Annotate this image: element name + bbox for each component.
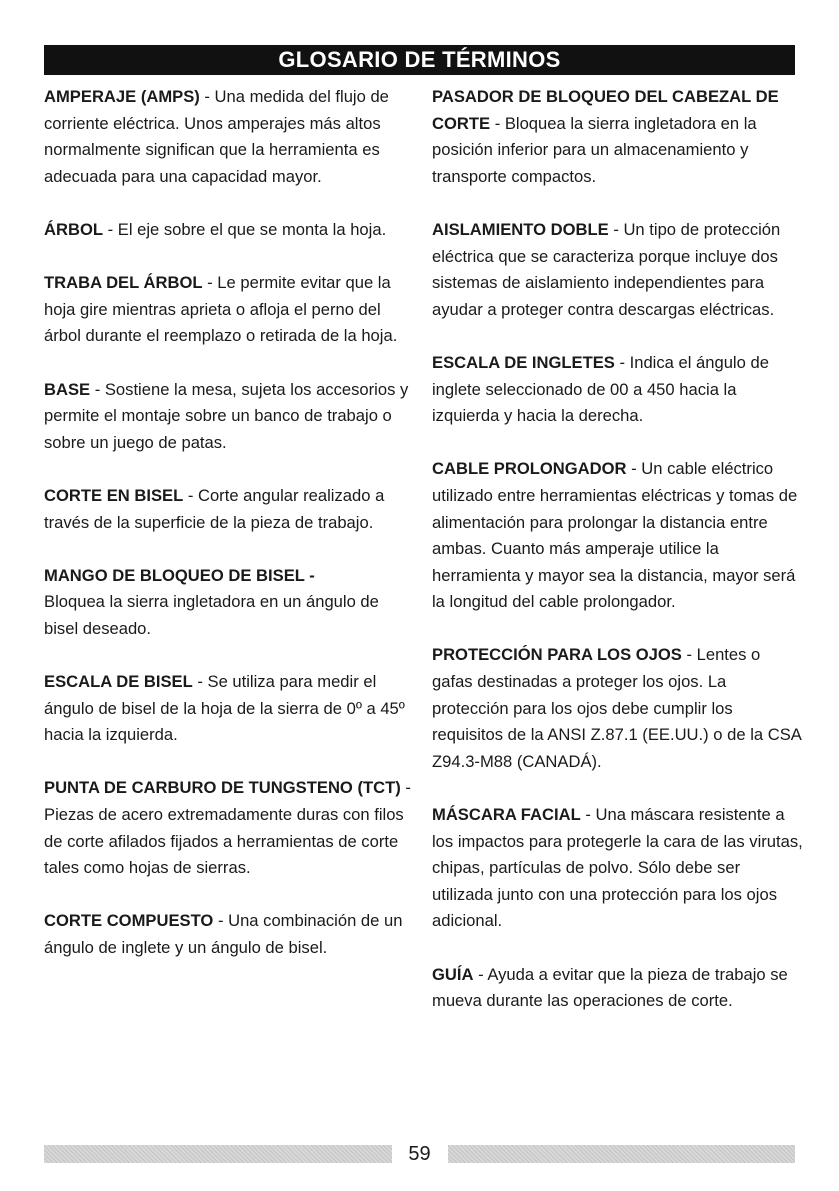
glossary-entry-escala-de-bisel xyxy=(44,669,416,749)
glossary-right-column xyxy=(432,84,804,1041)
glossary-term: PASADOR DE BLOQUEO DEL CABEZAL DE CORTE xyxy=(432,87,779,133)
glossary-term: CORTE EN BISEL xyxy=(44,485,184,505)
glossary-definition: - Bloquea la sierra ingletadora en la posición inferior para un almacenamiento y transporte compactos. xyxy=(432,113,757,186)
glossary-term: TRABA DEL ÁRBOL xyxy=(44,273,203,293)
glossary-entry-tct xyxy=(44,775,416,881)
footer-decorative-bar-right xyxy=(448,1145,796,1163)
glossary-definition: - Indica el ángulo de inglete seleccionado de 00 a 450 hacia la izquierda y hacia la derecha. xyxy=(432,352,769,426)
glossary-definition: - Ayuda a evitar que la pieza de trabajo se mueva durante las operaciones de corte. xyxy=(432,964,788,1011)
glossary-entry-escala-de-ingletes xyxy=(432,350,804,430)
footer-decorative-bar-left xyxy=(44,1145,392,1163)
glossary-entry-aislamiento-doble xyxy=(432,217,804,323)
page-title: GLOSARIO DE TÉRMINOS xyxy=(44,45,795,75)
glossary-definition: - Una medida del flujo de corriente eléctrica. Unos amperajes más altos normalmente significan que la herramienta es adecuada para una capacidad mayor. xyxy=(44,87,389,186)
glossary-entry-guia xyxy=(432,962,804,1015)
glossary-definition: - Se utiliza para medir el ángulo de bisel de la hoja de la sierra de 0º a 45º hacia la izquierda. xyxy=(44,672,405,745)
glossary-definition: - Corte angular realizado a través de la superficie de la pieza de trabajo. xyxy=(44,485,385,532)
glossary-entry-arbol xyxy=(44,217,416,244)
glossary-definition: Bloquea la sierra ingletadora en un ángulo de bisel deseado. xyxy=(44,592,379,638)
glossary-term: ESCALA DE INGLETES xyxy=(432,352,615,372)
glossary-entry-corte-en-bisel xyxy=(44,483,416,536)
glossary-term: BASE xyxy=(44,379,91,399)
glossary-term: AMPERAJE (AMPS) xyxy=(44,87,200,106)
glossary-definition: - Una combinación de un ángulo de inglete y un ángulo de bisel. xyxy=(44,911,403,957)
glossary-definition: - El eje sobre el que se monta la hoja. xyxy=(103,219,387,239)
glossary-definition: - Una máscara resistente a los impactos para protegerle la cara de las virutas, chipas, partículas de polvo. Sólo debe ser utilizada junto con una protección para los ojos adicional. xyxy=(432,805,803,931)
glossary-entry-pasador-bloqueo xyxy=(432,84,804,190)
glossary-entry-amperaje xyxy=(44,84,416,190)
glossary-term: GUÍA xyxy=(432,964,474,984)
glossary-definition: - Un cable eléctrico utilizado entre herramientas eléctricas y tomas de alimentación para prolongar la distancia entre ambas. Cuanto más amperaje utilice la herramienta y mayor sea la distancia, mayor será la longitud del cable prolongador. xyxy=(432,459,798,612)
glossary-entry-proteccion-ojos xyxy=(432,642,804,775)
glossary-entry-base xyxy=(44,377,416,457)
glossary-entry-corte-compuesto xyxy=(44,908,416,961)
glossary-term: PROTECCIÓN PARA LOS OJOS xyxy=(432,645,682,665)
page-footer xyxy=(44,1141,795,1167)
glossary-definition: - Sostiene la mesa, sujeta los accesorios y permite el montaje sobre un banco de trabajo o sobre un juego de patas. xyxy=(44,379,409,452)
glossary-entry-cable-prolongador xyxy=(432,456,804,616)
glossary-entry-mango-bloqueo-bisel xyxy=(44,563,416,643)
glossary-entry-mascara-facial xyxy=(432,802,804,935)
glossary-term: MÁSCARA FACIAL xyxy=(432,805,581,825)
glossary-left-column xyxy=(44,84,416,988)
glossary-term: MANGO DE BLOQUEO DE BISEL - xyxy=(44,565,315,585)
page-number: 59 xyxy=(408,1142,431,1165)
glossary-definition: - Le permite evitar que la hoja gire mientras aprieta o afloja el perno del árbol durante el reemplazo o retirada de la hoja. xyxy=(44,273,398,346)
glossary-definition: - Lentes o gafas destinadas a proteger los ojos. La protección para los ojos debe cumplir los requisitos de la ANSI Z.87.1 (EE.UU.) o de la CSA Z94.3-M88 (CANADÁ). xyxy=(432,645,801,771)
glossary-term: PUNTA DE CARBURO DE TUNGSTENO (TCT) xyxy=(44,778,401,798)
glossary-entry-traba-del-arbol xyxy=(44,270,416,350)
glossary-term: CABLE PROLONGADOR xyxy=(432,459,627,479)
glossary-term: ÁRBOL xyxy=(44,219,103,239)
glossary-definition: - Un tipo de protección eléctrica que se caracteriza porque incluye dos sistemas de aislamiento independientes para ayudar a proteger contra descargas eléctricas. xyxy=(432,219,781,319)
glossary-term: ESCALA DE BISEL xyxy=(44,672,193,692)
glossary-term: AISLAMIENTO DOBLE xyxy=(432,219,609,239)
glossary-definition: - Piezas de acero extremadamente duras con filos de corte afilados fijados a herramientas de corte tales como hojas de sierras. xyxy=(44,778,411,878)
glossary-term: CORTE COMPUESTO xyxy=(44,911,214,931)
